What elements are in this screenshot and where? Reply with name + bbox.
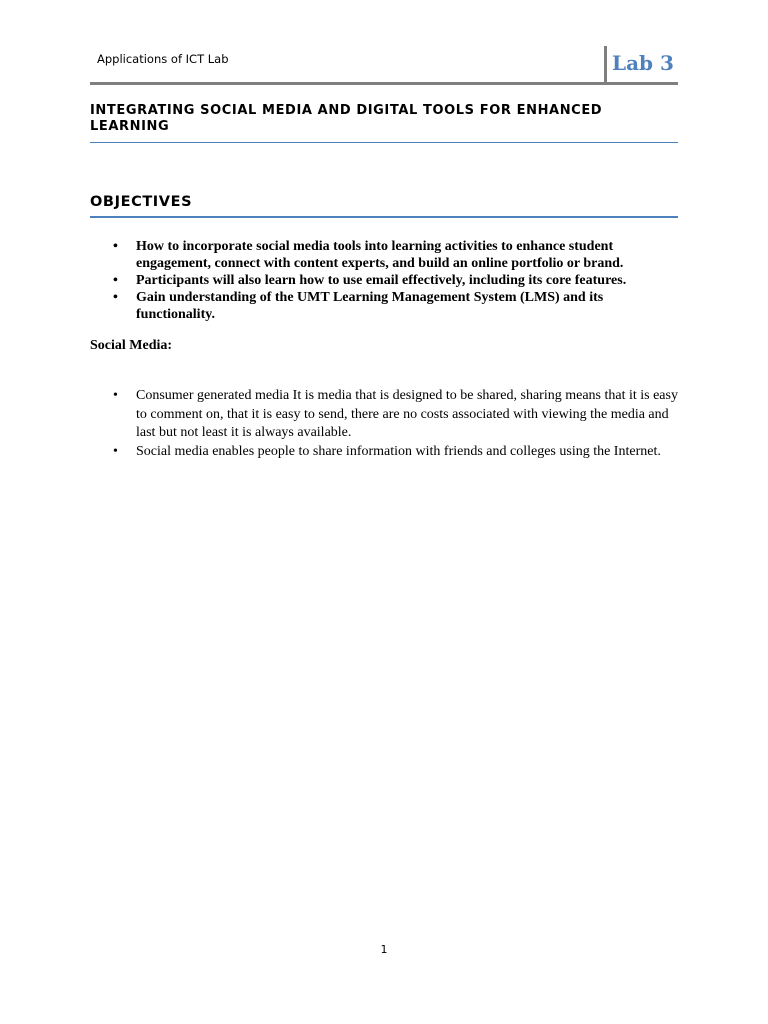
bullet-icon: •: [113, 388, 118, 403]
objectives-list: [91, 238, 651, 323]
social-media-heading: Social Media:: [90, 338, 173, 353]
list-item: [91, 443, 681, 462]
document-title: INTEGRATING SOCIAL MEDIA AND DIGITAL TOOLS FOR ENHANCED LEARNING: [90, 103, 603, 134]
objective-text: How to incorporate social media tools into learning activities to enhance student engagement, connect with content experts, and build an online portfolio or brand.: [136, 239, 624, 271]
list-item: [91, 272, 651, 289]
objectives-underline: [90, 216, 678, 218]
social-media-list: [91, 387, 681, 461]
bullet-icon: •: [113, 273, 118, 288]
objectives-heading: OBJECTIVES: [90, 194, 193, 210]
header-rule: [90, 82, 678, 85]
objective-text: Gain understanding of the UMT Learning Management System (LMS) and its functionality.: [136, 290, 604, 322]
objective-text: Participants will also learn how to use email effectively, including its core features.: [136, 273, 627, 288]
social-media-text: Consumer generated media It is media that is designed to be shared, sharing means that it is easy to comment on, that it is easy to send, there are no costs associated with viewing the media and last but not least it is always available.: [136, 388, 678, 440]
header-course-title: Applications of ICT Lab: [97, 52, 229, 66]
list-item: [91, 387, 681, 443]
bullet-icon: •: [113, 443, 118, 459]
list-item: [91, 289, 651, 323]
title-underline: [90, 142, 678, 143]
header-lab-number: Lab 3: [612, 51, 674, 75]
page-number: 1: [380, 943, 388, 956]
bullet-icon: •: [113, 290, 118, 305]
bullet-icon: •: [113, 239, 118, 254]
list-item: [91, 238, 651, 272]
header-divider: [604, 46, 607, 84]
social-media-text: Social media enables people to share information with friends and colleges using the Internet.: [136, 443, 661, 459]
